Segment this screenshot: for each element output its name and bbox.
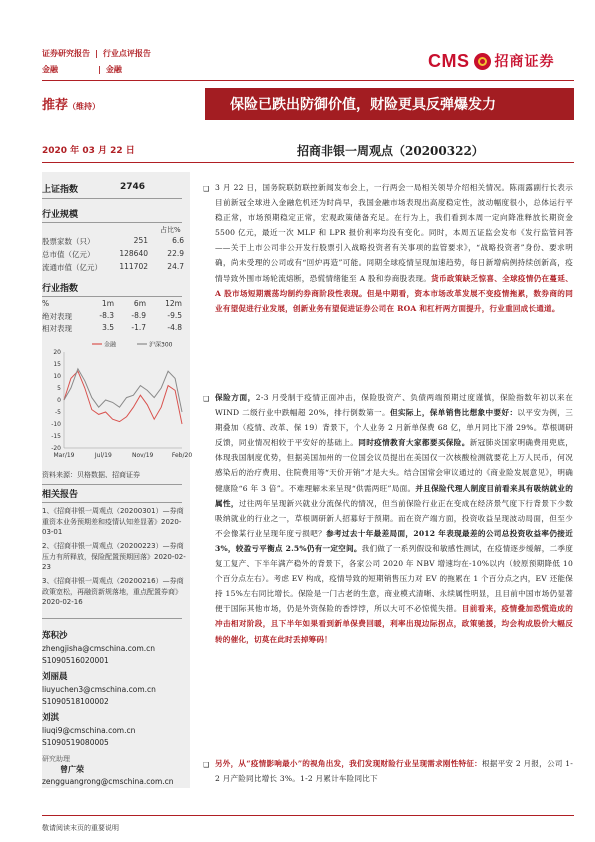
bullet-icon: ❑ [203, 761, 210, 769]
text-run: 我们做了一系列假设和敏感性测试，在疫情逐步缓解，二季度复工复产、下半年满产稳外的背景下，各家公司 2020 年 NBV 增速均在-10%以内（较原预期降低 10 个百分点左右）。考虑 EV 构成，疫情导致的短期销售压力对 EV 的拖累在 1 个百分点之内，EV 还能保持 15%左右同比增长。保险是一门古老的生意，商业模式清晰、永续属性明显，且目前中国市场仍显著便于国际其他市场，仍是外资保险的香饽饽，所以大可不必惊慌失措。 [215, 543, 573, 614]
report-category: 证券研究报告 [42, 49, 90, 58]
text-run: 但实际上，保单销售比想象中要好： [389, 408, 518, 418]
x-tick-label: Mar/19 [53, 452, 75, 459]
text-run: 目前看来，疫情叠加恐慌造成的冲击相对阶段，且下半年如果看到新单保费回暖，利率出现边际拐点，政策驰援，均会构成股价大幅反转的催化，切莫在此时丢掉筹码！ [215, 604, 573, 644]
bullet-icon: ❑ [203, 395, 210, 403]
paragraph-insurance [215, 390, 573, 647]
performance-chart [42, 336, 193, 466]
perf-value: -4.8 [167, 323, 182, 332]
text-run: 参考过去十年最差局面，2012 年表现最差的公司总投资收益率仍接近 3%，较盈亏平衡点 2.5%仍有一定空间。 [215, 528, 573, 553]
perf-row-label: 相对表现 [42, 324, 72, 333]
index-value: 2746 [120, 182, 146, 192]
scale-row-share: 22.9 [167, 249, 184, 258]
perf-value: -8.3 [99, 311, 114, 320]
footer-divider [42, 815, 574, 816]
footer-disclaimer: 敬请阅读末页的重要说明 [42, 824, 119, 832]
source-note: 资料来源：贝格数据、招商证券 [42, 471, 140, 479]
analyst-name: 郑积沙 [42, 631, 68, 641]
perf-value: 3.5 [102, 323, 114, 332]
scale-row-value: 128640 [119, 249, 148, 258]
text-run: 新冠肺炎国家明确费用兜底，体现我国制度优势，但据美国加州的一位国会议员提出在美国仅一次核酸检测就要花上万人民币，何况感染后的治疗费用、住院费用等“天价开销”才是大头。结合国常会审议通过的《商业险发展意见》，明确健康险“6 年 3 倍”。不难理解未来呈现“供需两旺”局面。 [215, 438, 573, 493]
divider [42, 198, 182, 199]
sector-secondary: 金融 [105, 65, 122, 74]
report-date: 2020 年 03 月 22 日 [42, 146, 135, 156]
x-tick-label: Nov/19 [131, 452, 154, 459]
paragraph-brokerage [215, 180, 573, 316]
analyst-license: S1090516020001 [42, 656, 109, 665]
y-tick-label: 0 [57, 397, 61, 404]
y-tick-label: 5 [57, 385, 61, 392]
y-tick-label: -10 [51, 421, 61, 428]
related-report-item[interactable]: 3、《招商非银一周观点（20200216）—券商政策宽松，再融资新规落地，重点配置券商》2020-02-16 [42, 577, 184, 606]
divider [42, 618, 182, 619]
perf-header: % [42, 299, 50, 308]
logo-text-cn: 招商证券 [494, 54, 555, 70]
perf-value: -9.5 [167, 311, 182, 320]
scale-row-label: 总市值（亿元） [42, 250, 95, 259]
y-tick-label: -20 [51, 445, 61, 452]
title-divider [42, 162, 574, 163]
perf-header: 1m [101, 299, 114, 308]
analyst-email[interactable]: zhengjisha@cmschina.com.cn [42, 644, 156, 653]
rating-note: （维持） [68, 101, 101, 111]
scale-row-share: 6.6 [172, 236, 184, 245]
rating [42, 94, 100, 113]
report-type-line [42, 48, 151, 59]
text-run: 同时疫情教育大家都要买保险。 [358, 438, 470, 448]
scale-row-value: 251 [133, 236, 148, 245]
y-tick-label: -5 [55, 409, 61, 416]
text-run: 2-3 月受制于疫情正面冲击，保险股资产、负债两端预期过度谨慎，保险指数年初以来在 WIND 二级行业中跌幅超 20%，排行倒数第一。 [215, 393, 573, 418]
perf-value: -8.9 [131, 311, 146, 320]
performance-title: 行业指数 [42, 284, 79, 294]
paragraph-pc-insurance [215, 756, 573, 786]
industry-scale-title: 行业规模 [42, 210, 79, 220]
sector-line [42, 64, 122, 75]
report-name: 招商非银一周观点（20200322） [297, 144, 484, 158]
related-report-item[interactable]: 2、《招商非银一周观点（20200223）—券商压力有所释放，保险配置预期回落》2020-02-23 [42, 542, 186, 571]
x-tick-label: Jul/19 [94, 452, 112, 459]
text-run: 根据平安 2 月报，公司 1-2 月产险同比增长 3%。1-2 月累计车险同比下 [215, 759, 573, 784]
bullet-icon: ❑ [203, 185, 210, 193]
y-tick-label: 20 [53, 349, 61, 356]
assistant-name: 曾广荣 [60, 765, 84, 774]
related-report-item[interactable]: 1、《招商非银一周观点（20200301）—券商重资本业务预期差和疫情认知差显著》2020-03-01 [42, 507, 184, 536]
analyst-license: S1090519080005 [42, 738, 109, 747]
cms-logo [428, 49, 555, 73]
y-tick-label: 10 [53, 373, 61, 380]
text-run: 另外，从“疫情影响最小”的视角出发，我们发现财险行业呈现需求刚性特征： [215, 759, 482, 768]
perf-header: 6m [133, 299, 146, 308]
share-col-header: 占比% [160, 226, 181, 234]
separator: | [98, 65, 101, 74]
text-run: 以平安为例，三期叠加（疫情、改革、保 19）背景下，个人业务 2 月新单保费 68 亿，单月同比下滑 29%。草根调研反馈，同业情况相较于平安好的基础上。 [215, 408, 573, 448]
rating-label: 推荐 [42, 98, 69, 113]
legend-label: 金融 [104, 341, 117, 349]
scale-row-value: 111702 [119, 262, 148, 271]
assistant-email[interactable]: zengguangrong@cmschina.com.cn [42, 777, 174, 786]
text-run: 保险方面， [215, 393, 256, 402]
header-divider [42, 80, 574, 81]
scale-row-share: 24.7 [167, 262, 184, 271]
report-subcategory: 行业点评报告 [102, 49, 151, 58]
analyst-name: 刘淇 [42, 713, 60, 723]
scale-row-label: 流通市值（亿元） [42, 263, 102, 272]
related-title: 相关报告 [42, 490, 79, 500]
y-tick-label: 15 [53, 361, 61, 368]
assistant-title: 研究助理 [42, 755, 70, 763]
text-run: 并且保险代理人制度目前看来具有吸纳就业的属性， [215, 483, 574, 508]
x-tick-label: Feb/20 [171, 452, 193, 459]
divider [42, 222, 182, 223]
logo-text-en: CMS [428, 50, 470, 71]
perf-value: -1.7 [131, 323, 146, 332]
analyst-email[interactable]: liuqi9@cmschina.com.cn [42, 726, 136, 735]
divider [42, 296, 182, 297]
logo-mark-icon [474, 53, 491, 70]
analyst-license: S1090518100002 [42, 697, 109, 706]
text-run: 货币政策缺乏惊喜、全球疫情仍在蔓延、A 股市场短期震荡均制约券商阶段性表现。但是中期看，资本市场改革发展不变疫情拖累，数券商的同业有望促进行业发展，创新业务有望促进证券公司在 ROA 和杠杆两方面提升，行业重回成长通道。 [215, 273, 573, 313]
analyst-email[interactable]: liuyuchen3@cmschina.com.cn [42, 685, 156, 694]
separator: | [95, 49, 98, 58]
divider [42, 502, 182, 503]
perf-row-label: 绝对表现 [42, 312, 72, 321]
scale-row-label: 股票家数（只） [42, 237, 95, 246]
analyst-name: 刘丽晨 [42, 672, 68, 682]
perf-header: 12m [165, 299, 182, 308]
report-title: 保险已跌出防御价值，财险更具反弹爆发力 [230, 97, 496, 113]
legend-label: 沪深300 [149, 341, 173, 349]
index-label: 上证指数 [42, 185, 79, 195]
text-run: 3 月 22 日，国务院联防联控新闻发布会上，一行两会一局相关领导介绍相关情况。陈雨露副行长表示目前新冠全球进入金融危机还为时尚早，我国金融市场表现出高度稳定性，波动幅度很小，总体运行平稳正常，市场预期稳定正常，宏观政策储备充足。在行为上，我们看到本周一定向降准释放长期资金 5500 亿元，最近一次 MLF 和 LPR 报价利率均没有变化。同时，本周五证监会发布《发行监管问答——关于上市公司非公开发行股票引入战略投资者有关事项的监管要求》，“战略投资者”身份、要求明确，尚未受理的公司或有“回炉再造”可能。同期全球疫情呈现加速趋势，每日新增病例持续创新高，疫情导致外围市场轮流熔断，恐慌情绪能至 A 股和券商股表现。 [215, 183, 573, 283]
series-line-finance [64, 371, 182, 424]
divider [42, 484, 182, 485]
sector-primary: 金融 [42, 65, 58, 74]
y-tick-label: -15 [51, 433, 61, 440]
text-run: 过往两年呈现新兴就业分流保代的情况，但当前保险行业正在变成在经济景气度下行背景下少数吸纳就业的行业之一，草根调研新人招募好于预期。而在资产端方面，投资收益呈现波动局面，但至少不会像某行业呈现年度亏损吧？ [215, 498, 573, 538]
series-line-hs300 [64, 369, 182, 412]
